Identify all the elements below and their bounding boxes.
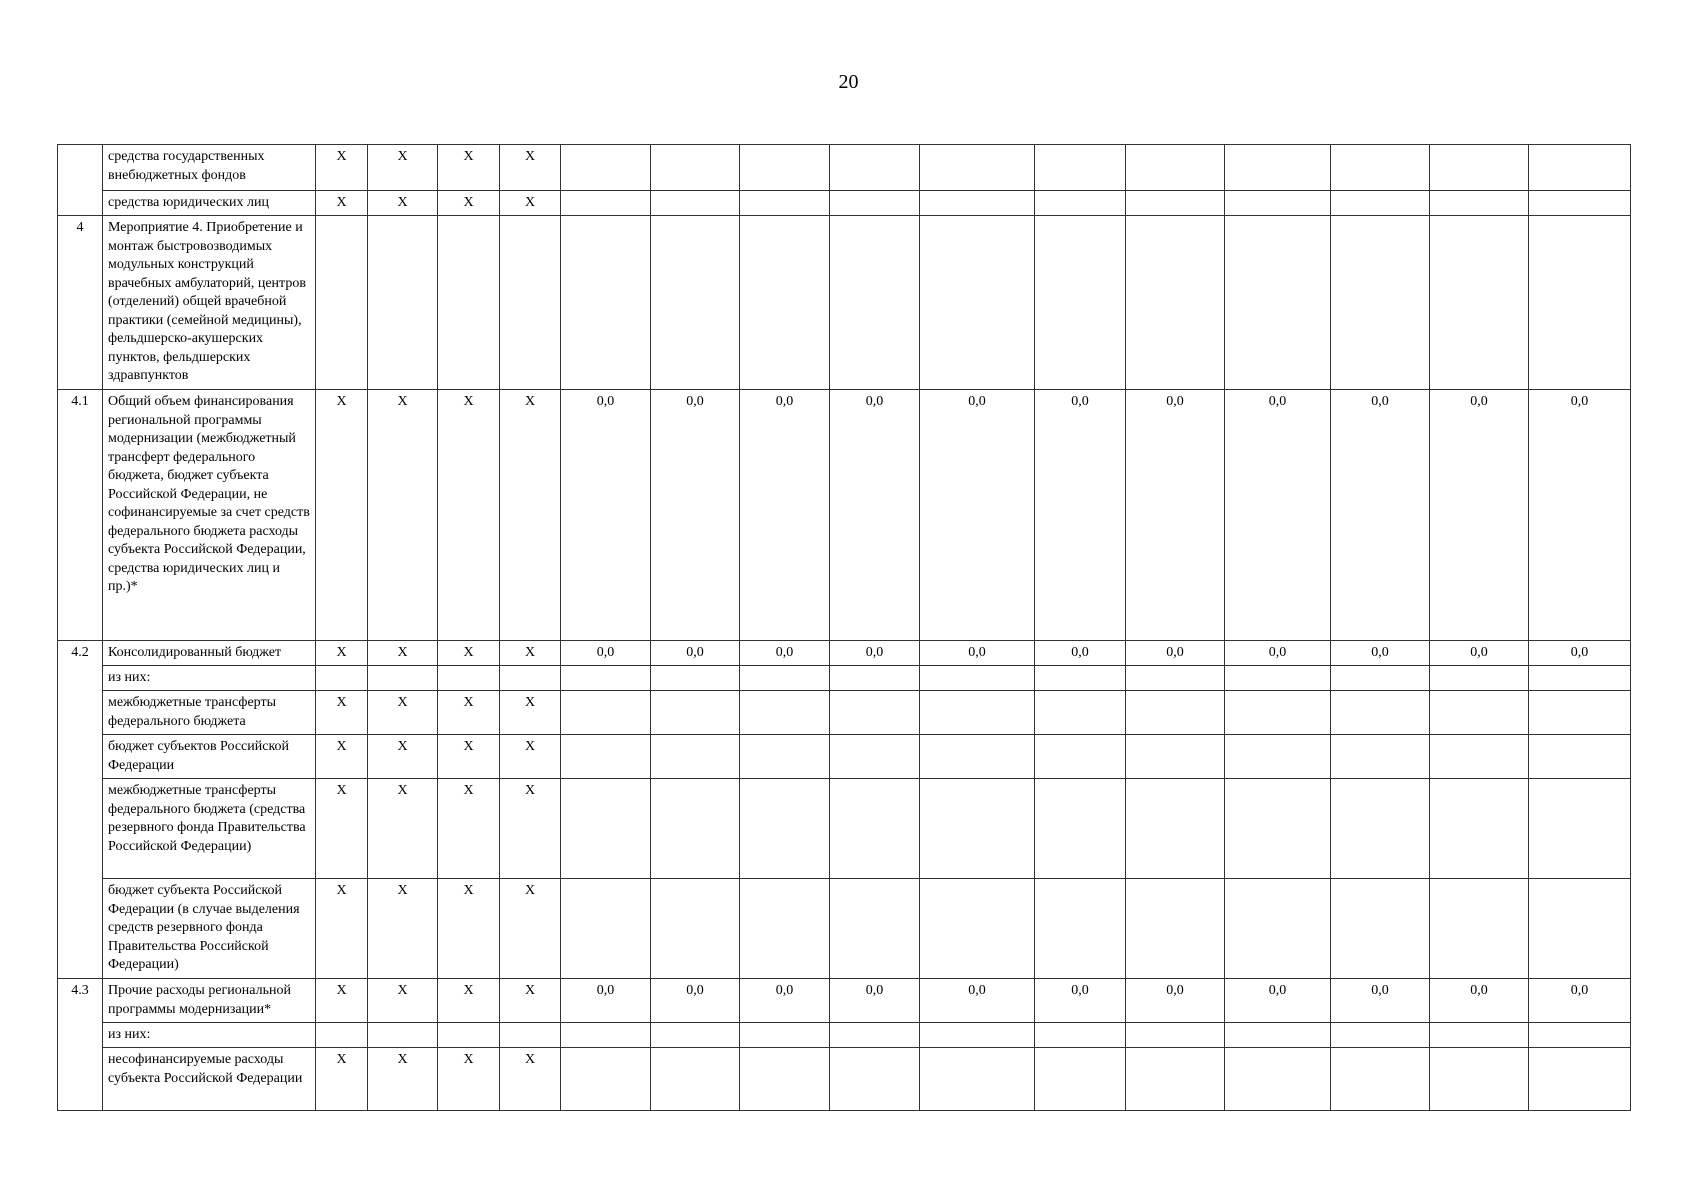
row-label: бюджет субъекта Российской Федерации (в случае выделения средств резервного фонда Правительства Российской Федерации) [103, 879, 316, 979]
value-cell: 0,0 [830, 390, 920, 641]
table-row [58, 779, 1631, 879]
x-mark: X [438, 390, 500, 641]
table-row [58, 216, 1631, 390]
x-mark: X [438, 641, 500, 666]
value-cell: 0,0 [1529, 979, 1631, 1023]
row-label: Мероприятие 4. Приобретение и монтаж быстровозводимых модульных конструкций врачебных амбулаторий, центров (отделений) общей врачебной практики (семейной медицины), фельдшерско-акушерских пунктов, фельдшерских здравпунктов [103, 216, 316, 390]
x-mark: X [316, 390, 368, 641]
value-cell: 0,0 [651, 390, 740, 641]
row-label: межбюджетные трансферты федерального бюджета (средства резервного фонда Правительства Российской Федерации) [103, 779, 316, 879]
x-mark: X [316, 779, 368, 879]
table-row [58, 735, 1631, 779]
x-mark: X [368, 691, 438, 735]
x-mark: X [438, 191, 500, 216]
value-cell: 0,0 [651, 979, 740, 1023]
x-mark: X [438, 979, 500, 1023]
row-label: Общий объем финансирования региональной программы модернизации (межбюджетный трансферт федерального бюджета, бюджет субъекта Российской Федерации, не софинансируемые за счет средств федерального бюджета расходы субъекта Российской Федерации, средства юридических лиц и пр.)* [103, 390, 316, 641]
x-mark: X [316, 1048, 368, 1111]
x-mark: X [500, 191, 561, 216]
value-cell: 0,0 [1035, 979, 1126, 1023]
table-row [58, 666, 1631, 691]
x-mark: X [368, 779, 438, 879]
x-mark: X [500, 641, 561, 666]
x-mark: X [368, 191, 438, 216]
value-cell: 0,0 [561, 641, 651, 666]
table-row [58, 390, 1631, 641]
row-label: средства государственных внебюджетных фондов [103, 145, 316, 191]
value-cell: 0,0 [1035, 390, 1126, 641]
x-mark: X [438, 145, 500, 191]
x-mark: X [316, 641, 368, 666]
x-mark: X [500, 145, 561, 191]
value-cell: 0,0 [1331, 979, 1430, 1023]
row-label: из них: [103, 666, 316, 691]
value-cell: 0,0 [1430, 390, 1529, 641]
value-cell: 0,0 [1035, 641, 1126, 666]
row-label: средства юридических лиц [103, 191, 316, 216]
x-mark: X [438, 779, 500, 879]
value-cell: 0,0 [651, 641, 740, 666]
x-mark: X [500, 691, 561, 735]
x-mark: X [438, 735, 500, 779]
table-row [58, 145, 1631, 191]
value-cell: 0,0 [1331, 641, 1430, 666]
value-cell: 0,0 [1529, 641, 1631, 666]
row-label: Прочие расходы региональной программы модернизации* [103, 979, 316, 1023]
value-cell: 0,0 [920, 641, 1035, 666]
page-number: 20 [838, 71, 859, 93]
value-cell: 0,0 [830, 979, 920, 1023]
x-mark: X [316, 979, 368, 1023]
row-number: 4.1 [58, 390, 103, 641]
row-number: 4.3 [58, 979, 103, 1111]
table-row [58, 191, 1631, 216]
x-mark: X [316, 879, 368, 979]
table-row [58, 691, 1631, 735]
x-mark: X [500, 879, 561, 979]
value-cell: 0,0 [1126, 979, 1225, 1023]
row-number-cell [58, 145, 103, 216]
x-mark: X [316, 145, 368, 191]
value-cell: 0,0 [920, 390, 1035, 641]
x-mark: X [438, 1048, 500, 1111]
row-label: из них: [103, 1023, 316, 1048]
x-mark: X [368, 145, 438, 191]
x-mark: X [368, 390, 438, 641]
x-mark: X [500, 1048, 561, 1111]
x-mark: X [316, 691, 368, 735]
value-cell: 0,0 [561, 390, 651, 641]
x-mark: X [368, 1048, 438, 1111]
x-mark: X [500, 390, 561, 641]
value-cell: 0,0 [1225, 979, 1331, 1023]
row-label: межбюджетные трансферты федерального бюджета [103, 691, 316, 735]
value-cell: 0,0 [740, 979, 830, 1023]
x-mark: X [368, 735, 438, 779]
value-cell: 0,0 [1430, 641, 1529, 666]
x-mark: X [438, 691, 500, 735]
x-mark: X [500, 735, 561, 779]
value-cell: 0,0 [1331, 390, 1430, 641]
value-cell: 0,0 [1430, 979, 1529, 1023]
row-number: 4.2 [58, 641, 103, 979]
x-mark: X [438, 879, 500, 979]
x-mark: X [500, 979, 561, 1023]
value-cell: 0,0 [561, 979, 651, 1023]
value-cell: 0,0 [830, 641, 920, 666]
table-row [58, 1048, 1631, 1111]
value-cell: 0,0 [1126, 390, 1225, 641]
table-row [58, 879, 1631, 979]
value-cell: 0,0 [1126, 641, 1225, 666]
x-mark: X [368, 879, 438, 979]
value-cell: 0,0 [1225, 641, 1331, 666]
row-label: Консолидированный бюджет [103, 641, 316, 666]
x-mark: X [316, 735, 368, 779]
table-row [58, 979, 1631, 1023]
row-number: 4 [58, 216, 103, 390]
table-row [58, 1023, 1631, 1048]
financing-table [57, 144, 1631, 1111]
x-mark: X [500, 779, 561, 879]
table-row [58, 641, 1631, 666]
x-mark: X [368, 641, 438, 666]
value-cell: 0,0 [920, 979, 1035, 1023]
value-cell: 0,0 [740, 390, 830, 641]
x-mark: X [316, 191, 368, 216]
x-mark: X [368, 979, 438, 1023]
value-cell: 0,0 [1529, 390, 1631, 641]
value-cell: 0,0 [740, 641, 830, 666]
row-label: несофинансируемые расходы субъекта Российской Федерации [103, 1048, 316, 1111]
row-label: бюджет субъектов Российской Федерации [103, 735, 316, 779]
value-cell: 0,0 [1225, 390, 1331, 641]
